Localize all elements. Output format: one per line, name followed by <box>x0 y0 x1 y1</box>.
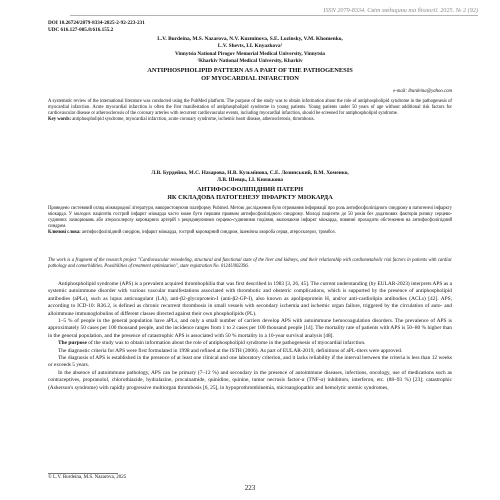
authors-en: L.V. Burdeina, M.S. Nazarova, N.V. Kuzminova, S.E. Lozinsky, V.M. Khomenko, <box>157 36 343 42</box>
authors-uk-2: Л.В. Шевць, І.І. Князькова <box>217 177 283 183</box>
authors-en-2: L.V. Shevts, I.I. Knyazkova¹ <box>217 43 283 49</box>
keywords-en <box>48 117 452 123</box>
copyright-note: © L.V. Burdeina, M.S. Nazarova, 2025 <box>48 475 127 480</box>
title-uk-1: АНТИФОСФОЛІПІДНИЙ ПАТЕРН <box>196 186 304 193</box>
udc-line: UDC 616.127-005.8:616.155.2 <box>48 27 114 33</box>
affiliation-1: Vinnytsia National Pirogov Memorial Medical University, Vinnytsia <box>175 51 325 57</box>
footnote-rule <box>48 473 118 474</box>
purpose-paragraph <box>48 340 452 347</box>
keywords-en-label: Key words: <box>48 117 72 123</box>
research-fragment-note: The work is a fragment of the research project "Cardiovascular remodeling, structural and functional state of the liver and kidneys, and their relationship with cardiometabolic risk factors in patients with cardiac pathology and comorbidities. Possibilities of treatment optimization", state registration No. 0124U002396. <box>48 258 452 270</box>
title-en-2: OF MYOCARDIAL INFARCTION <box>201 75 299 82</box>
authors-uk: Л.В. Бурдейна, М.С. Назарова, Н.В. Кузьмінова, С.Е. Лозинський, В.М. Хоменко, <box>151 170 349 176</box>
keywords-uk-list: антифосфоліпідний синдром, інфаркт міокарда, гострий коронарний синдром, ішемічна хвороба серця, атеросклероз, тромбоз. <box>80 230 336 236</box>
body-paragraph: 1–5 % of people in the general population have aPLs, and only a small number of carriers develop APS with autoimmune hemocoagulation disorders. The prevalence of APS is approximately 50 cases per 100 thousand people, and the incidence ranges from 1 to 2 cases per 100 thousand people [14]. The mortality rate of patients with APS is 50–80 % higher than in the general population, and the presence of catastrophic APS is associated with 50 % mortality in a 10-year survival analysis [48]. <box>48 318 452 339</box>
body-paragraph: The diagnosis of APS is established in the presence of at least one clinical and one laboratory criterion, and it lacks reliability if the interval between the criteria is less than 12 weeks or exceeds 5 years. <box>48 355 452 369</box>
title-uk-2: ЯК СКЛАДОВА ПАТОГЕНЕЗУ ІНФАРКТУ МІОКАРДА <box>167 194 333 201</box>
criteria-paragraph: The diagnostic criteria for APS were first formulated in 1998 and refined at the ISTH (2006). As part of EULAR-2019, definitions of aPL-titers were approved. <box>58 347 403 354</box>
keywords-en-list: antiphospholipid syndrome, myocardial infarction, acute coronary syndrome, ischemic heart disease, atherosclerosis, thrombosis. <box>71 117 315 123</box>
contact-email: e-mail: lburdeina@yahoo.com <box>393 89 452 94</box>
purpose-text: of the study was to obtain information about the role of antiphospholipid syndrome in the pathogenesis of myocardial infarction. <box>86 340 366 347</box>
keywords-uk-label: Ключові слова: <box>48 230 81 236</box>
journal-header: ISSN 2079-8334. Світ медицини та біології. 2025. № 2 (92) <box>323 7 478 14</box>
article-body <box>48 281 452 392</box>
abstract-en <box>48 99 452 123</box>
doi-line: DOI 10.26724/2079-8334-2025-2-92-223-231 <box>48 20 145 26</box>
body-paragraph: Antiphospholipid syndrome (APS) is a prevalent acquired thrombophilia that was first described in 1983 [3, 26, 45]. The current understanding (by EULAR-2023) interprets APS as a systemic autoimmune disorder with various vascular manifestations associated with thrombotic and obstetric complications, which is supported by the presence of antiphospholipid antibodies (aPLs), such as lupus anticoagulant (LA), anti-β2-glycoprotein-I (anti-β2-GP-I), also known as apolipoprotein H, and/or anti-cardiolipin antibodies (ACLs) [42]. APS, according to ICD-10: R36.2, is defined as chronic recurrent thrombosis in small vessels with secondary ischemia and ischemic organ failure, triggered by the circulation of auto- and alloimmune immunoglobulins of different classes directed against their own phospholipids (PL). <box>48 281 452 317</box>
page-number: 223 <box>244 484 256 492</box>
affiliation-2: ¹Kharkiv National Medical University, Kharkiv <box>197 58 303 64</box>
abstract-uk-text: Проведено системний огляд міжнародної літератури, використовуючи платформу Pubmed. Метою дослідження було отримання інформації про роль антифосфоліпідного синдрому в патогенезі інфаркту міокарда. У молодих пацієнтів гострий інфаркт міокарда часто може бути першим проявом антифосфоліпідного синдрому. Молоді пацієнти до 50 років без додаткових факторів ризику серцево-судинних захворювань або атеросклерозу коронарних артерій з рецидивуючими серцево-судинними подіями, включаючи інфаркт міокарда, повинні проходити обстеження на антифосфоліпідний синдром. <box>48 206 452 230</box>
keywords-uk <box>48 230 452 236</box>
abstract-en-text: A systematic review of the international literature was conducted using the PubMed platform. The purpose of the study was to obtain information about the role of antiphospholipid syndrome in the pathogenesis of myocardial infarction. Acute myocardial infarction is often the first manifestation of antiphospholipid syndrome in young patients. Young patients under 50 years of age without additional risk factors for cardiovascular disease or atherosclerosis of the coronary arteries with recurrent cardiovascular events, including myocardial infarction, should be screened for antiphospholipid syndrome. <box>48 99 452 117</box>
abstract-uk <box>48 206 452 236</box>
body-paragraph: In the absence of autoimmune pathology, APS can be primary (7–12 %) and secondary in the presence of autoimmune diseases, infections, oncology, use of medications such as contraceptives, propranolol, chlorothiazide, hydralazine, procainamide, quinidine, quinine, tumor necrosis factor-α (TNF-α) inhibitors, interferon, etc. (88–93 %) [23]; catastrophic (Asherson's syndrome) with rapidly progressive multiorgan thrombosis [6, 25], in hypoprothrombinemia, microangiopathic and hemolytic uremic syndromes, <box>48 369 452 391</box>
header-rule <box>70 15 478 16</box>
title-en-1: ANTIPHOSPHOLIPID PATTERN AS A PART OF THE PATHOGENESIS <box>147 67 353 74</box>
purpose-label: The purpose <box>58 340 87 347</box>
